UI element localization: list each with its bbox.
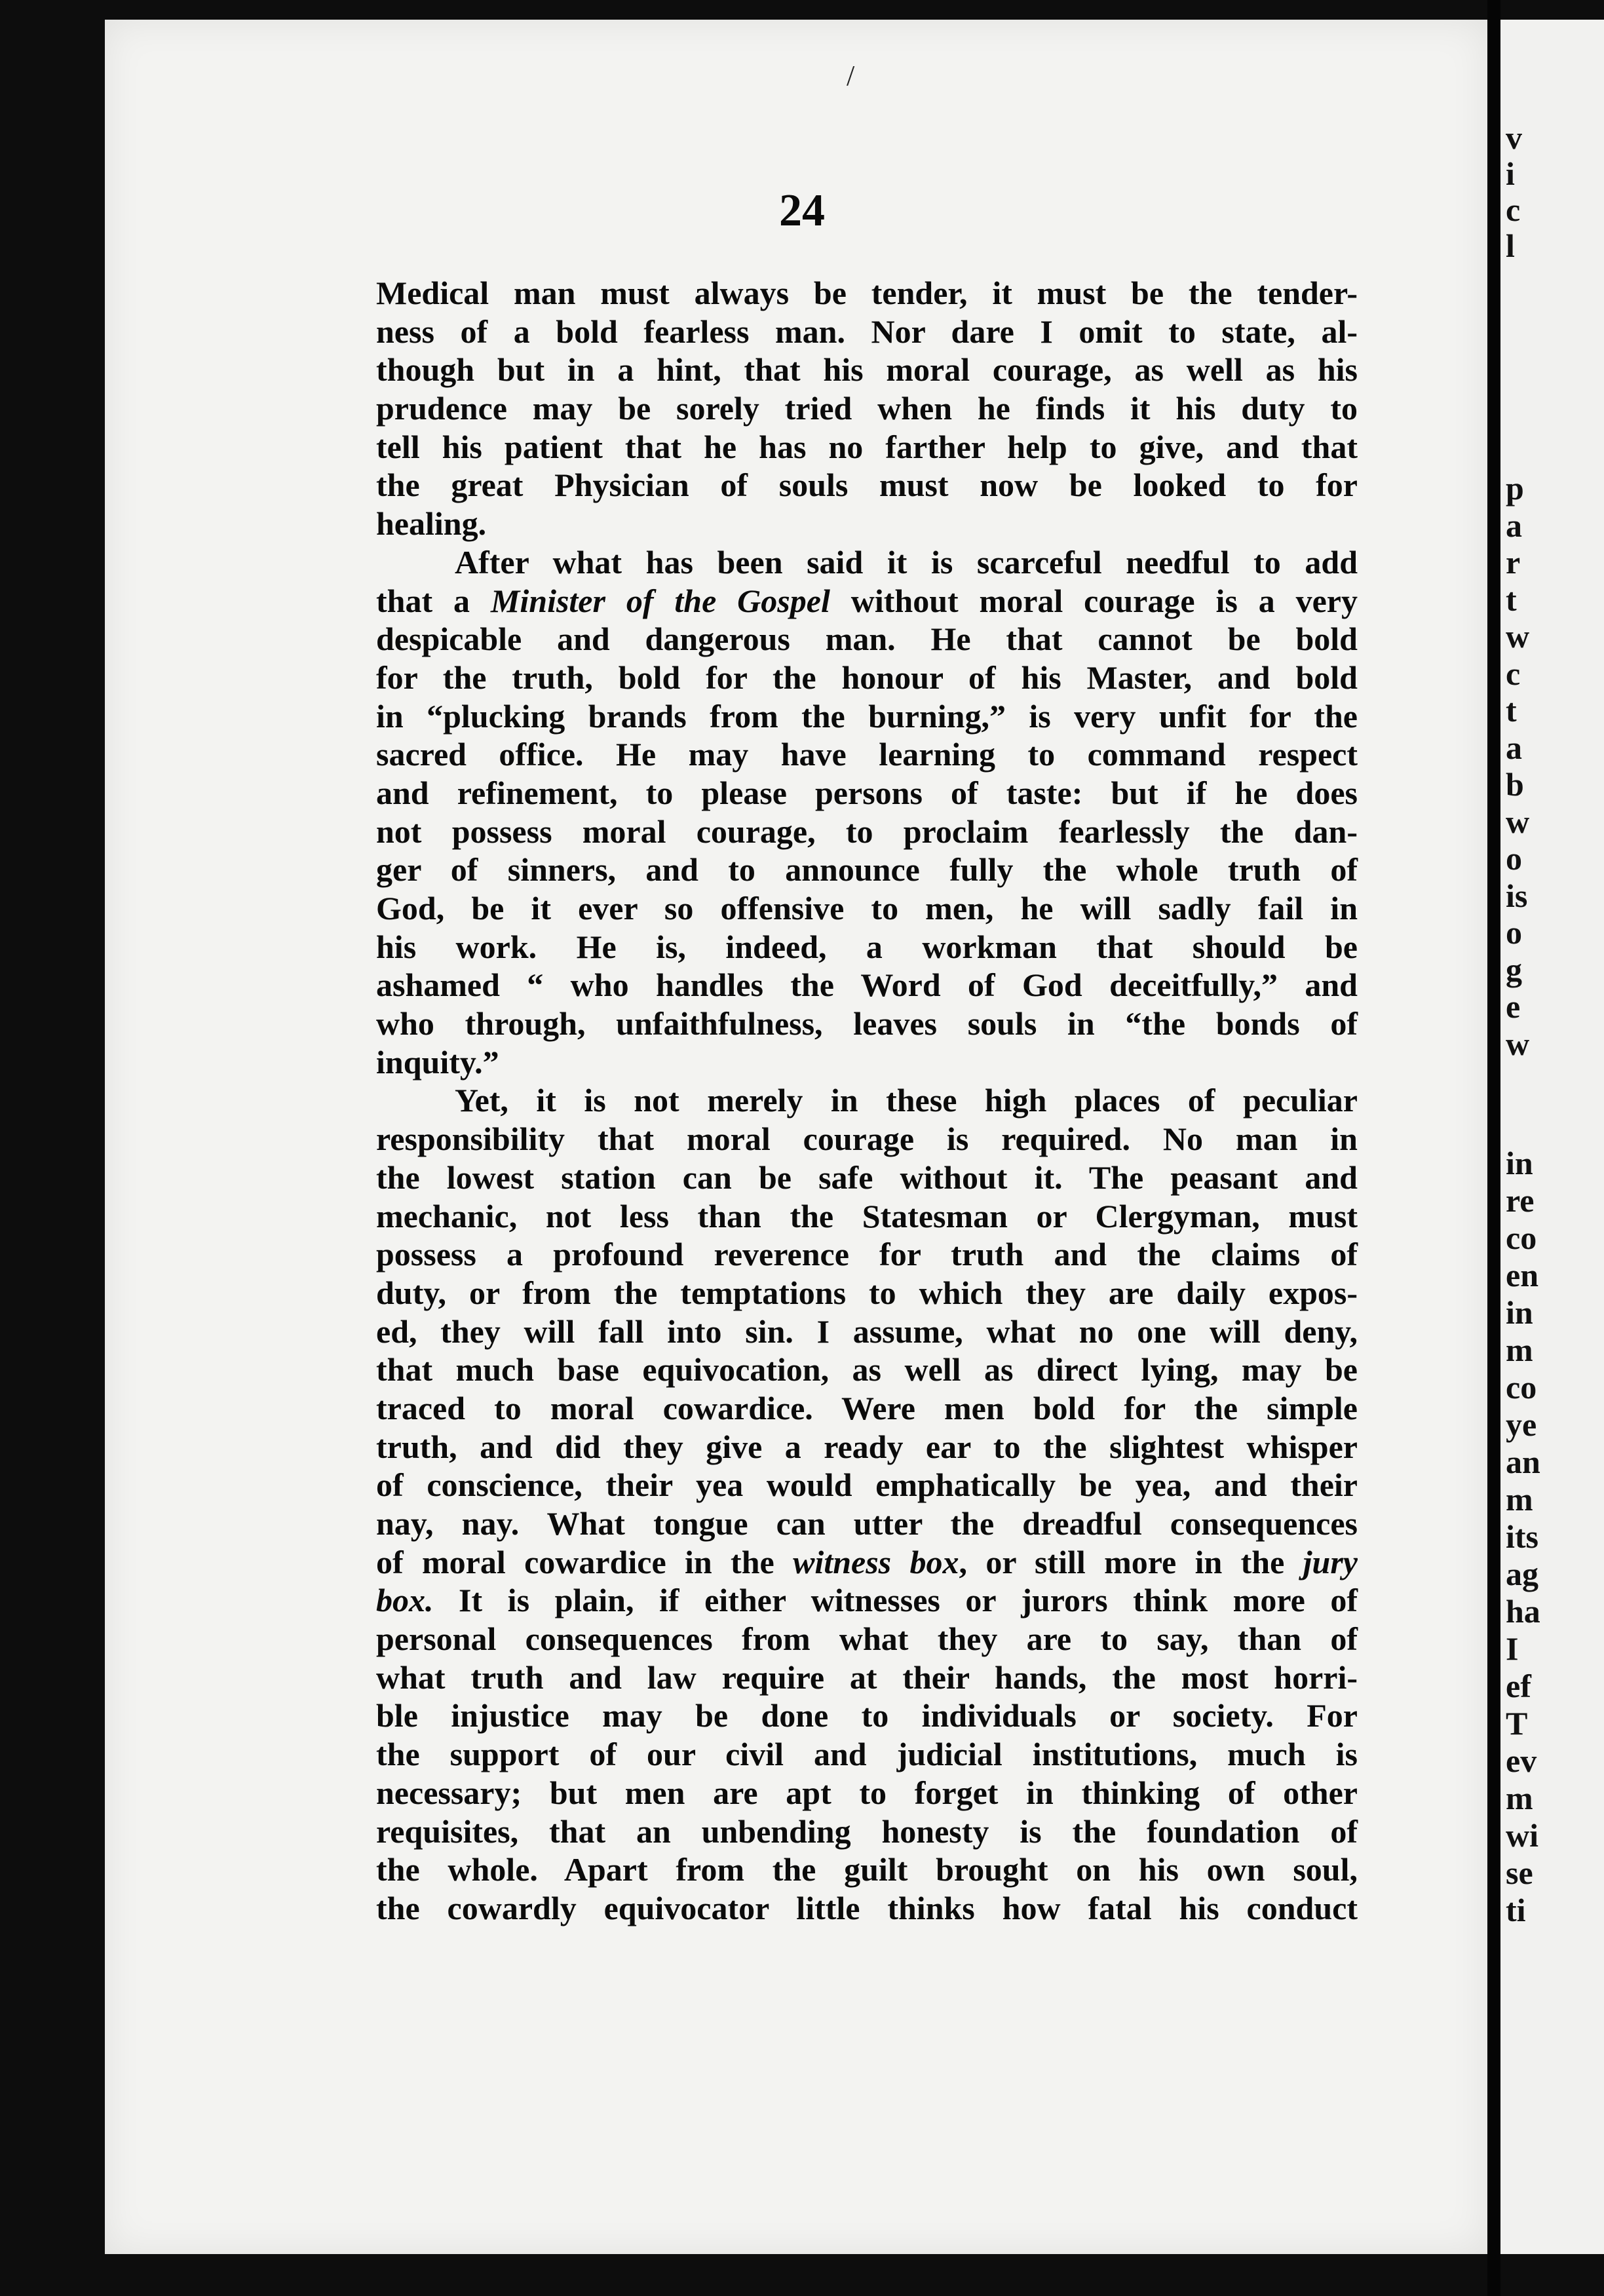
facing-page-fragment: c <box>1506 191 1521 228</box>
facing-page-fragment: I <box>1506 1630 1519 1667</box>
text-line: duty, or from the temptations to which they are daily expos- <box>376 1274 1358 1311</box>
text-segment: It is plain, if either witnesses or jurors think more of <box>433 1582 1358 1619</box>
text-line: sacred office. He may have learning to command respect <box>376 736 1358 773</box>
facing-page-fragment: en <box>1506 1257 1538 1293</box>
text-segment: , or still more in the <box>959 1543 1303 1580</box>
facing-page-fragment: ha <box>1506 1593 1540 1630</box>
facing-page-fragment: b <box>1506 766 1524 803</box>
text-line: who through, unfaithfulness, leaves souls in “the bonds of <box>376 1005 1358 1043</box>
text-line: ger of sinners, and to announce fully the whole truth of <box>376 851 1358 889</box>
facing-page-fragment: m <box>1506 1481 1533 1518</box>
text-line: inquity.” <box>376 1043 499 1081</box>
text-line: mechanic, not less than the Statesman or Clergyman, must <box>376 1197 1358 1234</box>
text-line: God, be it ever so offensive to men, he will sadly fail in <box>376 890 1358 927</box>
facing-page-fragment: w <box>1506 1025 1530 1062</box>
facing-page-fragment: m <box>1506 1331 1533 1368</box>
facing-page-fragment: a <box>1506 729 1522 766</box>
facing-page-fragment: e <box>1506 988 1521 1025</box>
facing-page-fragment: w <box>1506 803 1530 840</box>
text-line: requisites, that an unbending honesty is the foundation of <box>376 1812 1358 1850</box>
text-line: that much base equivocation, as well as direct lying, may be <box>376 1351 1358 1388</box>
italic-phrase: jury <box>1303 1543 1358 1580</box>
text-line: the support of our civil and judicial institutions, much is <box>376 1736 1358 1773</box>
text-line: traced to moral cowardice. Were men bold for the simple <box>376 1389 1358 1426</box>
facing-page-fragment: is <box>1506 877 1528 914</box>
facing-page-fragment: ti <box>1506 1892 1526 1928</box>
text-line: Medical man must always be tender, it must be the tender- <box>376 275 1358 311</box>
text-line: what truth and law require at their hands, the most horri- <box>376 1658 1358 1696</box>
body-text <box>376 274 1358 1928</box>
text-line: the great Physician of souls must now be looked to for <box>376 467 1358 504</box>
text-line: ble injustice may be done to individuals or society. For <box>376 1697 1358 1734</box>
facing-page-fragment: t <box>1506 581 1517 618</box>
text-segment: without moral courage is a very <box>830 582 1358 619</box>
text-line: the lowest station can be safe without it. The peasant and <box>376 1158 1358 1196</box>
text-line: the cowardly equivocator little thinks how fatal his conduct <box>376 1889 1358 1926</box>
text-line: of conscience, their yea would emphatically be yea, and their <box>376 1466 1358 1504</box>
text-line: tell his patient that he has no farther help to give, and that <box>376 428 1358 465</box>
facing-page-fragment: o <box>1506 914 1522 951</box>
facing-page-fragment: co <box>1506 1219 1537 1256</box>
facing-page-fragment: o <box>1506 840 1522 877</box>
facing-page-fragment: t <box>1506 692 1517 729</box>
italic-phrase: Minister of the Gospel <box>490 582 830 619</box>
facing-page-fragment: ag <box>1506 1556 1538 1592</box>
text-line: in “plucking brands from the burning,” is very unfit for the <box>376 697 1358 735</box>
facing-page-edge <box>1500 20 1604 2254</box>
facing-page-fragment: in <box>1506 1145 1533 1181</box>
text-line: prudence may be sorely tried when he finds it his duty to <box>376 390 1358 427</box>
text-line: truth, and did they give a ready ear to the slightest whisper <box>376 1428 1358 1465</box>
italic-phrase: witness box <box>793 1543 959 1580</box>
facing-page-fragment: i <box>1506 155 1515 192</box>
text-line <box>376 1581 1358 1620</box>
facing-page-fragment: v <box>1506 119 1522 156</box>
text-line: his work. He is, indeed, a workman that should be <box>376 928 1358 965</box>
text-line <box>376 1543 1358 1582</box>
text-line: healing. <box>376 505 487 543</box>
text-line: necessary; but men are apt to forget in thinking of other <box>376 1774 1358 1811</box>
page-number: 24 <box>779 185 825 236</box>
text-line: and refinement, to please persons of taste: but if he does <box>376 774 1358 811</box>
text-line <box>376 582 1358 621</box>
facing-page-fragment: an <box>1506 1444 1540 1480</box>
facing-page-fragment: r <box>1506 544 1521 581</box>
facing-page-fragment: co <box>1506 1369 1537 1406</box>
facing-page-fragment: g <box>1506 951 1522 988</box>
text-segment: that a <box>376 582 491 619</box>
text-line: ness of a bold fearless man. Nor dare I omit to state, al- <box>376 313 1358 350</box>
facing-page-fragment: ef <box>1506 1668 1531 1704</box>
text-line: After what has been said it is scarceful needful to add <box>455 543 1358 581</box>
text-line: though but in a hint, that his moral courage, as well as his <box>376 351 1358 389</box>
facing-page-fragment: re <box>1506 1182 1535 1219</box>
text-line: personal consequences from what they are to say, than of <box>376 1620 1358 1658</box>
facing-page-fragment: p <box>1506 470 1524 507</box>
text-line: ed, they will fall into sin. I assume, what no one will deny, <box>376 1312 1358 1350</box>
facing-page-fragment: w <box>1506 618 1530 655</box>
text-line: Yet, it is not merely in these high places of peculiar <box>455 1082 1358 1119</box>
text-line: not possess moral courage, to proclaim fearlessly the dan- <box>376 813 1358 850</box>
italic-phrase: box. <box>376 1582 434 1619</box>
facing-page-fragment: ev <box>1506 1742 1537 1779</box>
facing-page-fragment: a <box>1506 507 1522 544</box>
facing-page-fragment: its <box>1506 1518 1538 1555</box>
text-line: possess a profound reverence for truth and the claims of <box>376 1236 1358 1273</box>
facing-page-fragment: c <box>1506 655 1521 692</box>
text-line: the whole. Apart from the guilt brought on his own soul, <box>376 1851 1358 1888</box>
facing-page-fragment: se <box>1506 1854 1533 1891</box>
facing-page-fragment: ye <box>1506 1406 1537 1443</box>
facing-page-fragment: in <box>1506 1294 1533 1331</box>
text-line: for the truth, bold for the honour of his Master, and bold <box>376 659 1358 696</box>
facing-page-fragment: l <box>1506 227 1515 264</box>
book-gutter <box>1487 0 1500 2296</box>
text-line: nay, nay. What tongue can utter the dreadful consequences <box>376 1505 1358 1542</box>
stray-mark: / <box>847 60 855 92</box>
facing-page-fragment: wi <box>1506 1817 1538 1854</box>
text-line: despicable and dangerous man. He that cannot be bold <box>376 621 1358 658</box>
text-line: responsibility that moral courage is required. No man in <box>376 1120 1358 1158</box>
text-line: ashamed “ who handles the Word of God deceitfully,” and <box>376 966 1358 1004</box>
facing-page-fragment: T <box>1506 1705 1528 1742</box>
facing-page-fragment: m <box>1506 1780 1533 1816</box>
text-segment: of moral cowardice in the <box>376 1543 793 1580</box>
